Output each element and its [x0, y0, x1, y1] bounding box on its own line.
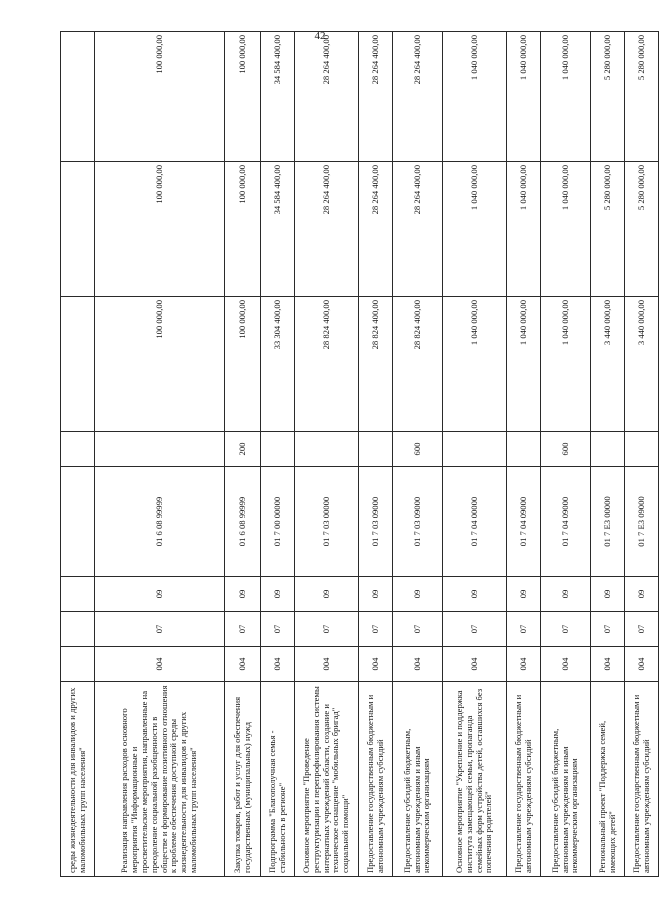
row-article-cell: 01 7 04 09000 [507, 467, 541, 577]
table-row [507, 32, 541, 877]
row-section-cell: 07 [507, 612, 541, 647]
table-row [625, 32, 659, 877]
row-name-cell: Региональный проект "Поддержка семей, имеющих детей" [591, 682, 625, 877]
row-section-cell: 07 [393, 612, 443, 647]
row-expense-type-cell [295, 432, 359, 467]
row-amount-year1-cell: 33 304 400,00 [261, 297, 295, 432]
row-amount-year1-cell: 3 440 000,00 [591, 297, 625, 432]
row-amount-year3-cell: 5 280 000,00 [625, 32, 659, 162]
row-section-cell: 07 [443, 612, 507, 647]
row-subsection-cell: 09 [95, 577, 225, 612]
row-code-cell: 004 [295, 647, 359, 682]
table-row [61, 32, 95, 877]
row-code-cell: 004 [625, 647, 659, 682]
row-amount-year1-cell: 1 040 000,00 [443, 297, 507, 432]
row-expense-type-cell: 600 [541, 432, 591, 467]
row-code-cell: 004 [261, 647, 295, 682]
row-subsection-cell: 09 [261, 577, 295, 612]
row-name-cell: Предоставление субсидий бюджетным, автономным учреждениям и иным некоммерческим организациям [393, 682, 443, 877]
row-expense-type-cell [61, 432, 95, 467]
row-article-cell: 01 6 08 99999 [95, 467, 225, 577]
row-amount-year2-cell [61, 162, 95, 297]
table-row [359, 32, 393, 877]
row-amount-year1-cell: 3 440 000,00 [625, 297, 659, 432]
row-code-cell [61, 647, 95, 682]
row-section-cell: 07 [541, 612, 591, 647]
row-expense-type-cell [625, 432, 659, 467]
row-section-cell [61, 612, 95, 647]
row-expense-type-cell [507, 432, 541, 467]
row-amount-year3-cell: 100 000,00 [95, 32, 225, 162]
row-amount-year2-cell: 5 280 000,00 [591, 162, 625, 297]
row-article-cell: 01 6 08 99999 [225, 467, 261, 577]
row-amount-year2-cell: 28 264 400,00 [359, 162, 393, 297]
page-number: 42 [314, 30, 326, 42]
row-amount-year3-cell: 34 584 400,00 [261, 32, 295, 162]
row-amount-year1-cell: 28 824 400,00 [393, 297, 443, 432]
row-article-cell: 01 7 04 00000 [443, 467, 507, 577]
row-amount-year1-cell: 100 000,00 [95, 297, 225, 432]
row-amount-year2-cell: 1 040 000,00 [443, 162, 507, 297]
rotated-table-frame [60, 32, 651, 877]
row-subsection-cell: 09 [359, 577, 393, 612]
row-expense-type-cell [443, 432, 507, 467]
row-amount-year3-cell: 100 000,00 [225, 32, 261, 162]
row-amount-year2-cell: 100 000,00 [95, 162, 225, 297]
row-name-cell: среды жизнедеятельности для инвалидов и других маломобильных групп населения" [61, 682, 95, 877]
row-subsection-cell: 09 [225, 577, 261, 612]
row-section-cell: 07 [295, 612, 359, 647]
row-name-cell: Основное мероприятие "Укрепление и поддержка института замещающей семьи, пропаганда семейных форм устройства детей, оставшихся без попечения родителей" [443, 682, 507, 877]
row-code-cell: 004 [443, 647, 507, 682]
row-amount-year2-cell: 28 264 400,00 [295, 162, 359, 297]
row-subsection-cell: 09 [625, 577, 659, 612]
row-code-cell: 004 [359, 647, 393, 682]
row-article-cell: 01 7 04 09000 [541, 467, 591, 577]
row-amount-year3-cell: 1 040 000,00 [541, 32, 591, 162]
row-expense-type-cell [261, 432, 295, 467]
table-row [225, 32, 261, 877]
row-code-cell: 004 [507, 647, 541, 682]
row-subsection-cell: 09 [393, 577, 443, 612]
row-name-cell: Реализация направления расходов основного мероприятия "Информационные и просветительские мероприятия, направленные на преодоление социальной разобщенности в обществе и формирование позитивного отношения к проблеме обеспечения доступной среды жизнедеятельности для инвалидов и других маломобильных групп населения" [95, 682, 225, 877]
row-amount-year2-cell: 100 000,00 [225, 162, 261, 297]
row-amount-year3-cell: 5 280 000,00 [591, 32, 625, 162]
row-subsection-cell: 09 [443, 577, 507, 612]
row-code-cell: 004 [393, 647, 443, 682]
row-name-cell: Закупка товаров, работ и услуг для обеспечения государственных (муниципальных) нужд [225, 682, 261, 877]
table-row [261, 32, 295, 877]
row-name-cell: Предоставление государственным бюджетным и автономным учреждениям субсидий [359, 682, 393, 877]
row-article-cell: 01 7 03 00000 [295, 467, 359, 577]
row-amount-year1-cell: 28 824 400,00 [295, 297, 359, 432]
row-amount-year2-cell: 5 280 000,00 [625, 162, 659, 297]
row-expense-type-cell: 200 [225, 432, 261, 467]
row-amount-year3-cell: 28 264 400,00 [295, 32, 359, 162]
row-section-cell: 07 [261, 612, 295, 647]
row-subsection-cell: 09 [295, 577, 359, 612]
row-article-cell: 01 7 00 00000 [261, 467, 295, 577]
table-row [541, 32, 591, 877]
row-section-cell: 07 [225, 612, 261, 647]
row-name-cell: Предоставление государственным бюджетным и автономным учреждениям субсидий [625, 682, 659, 877]
rotated-table-container [60, 32, 651, 877]
row-amount-year1-cell: 1 040 000,00 [541, 297, 591, 432]
row-article-cell: 01 7 Е3 00000 [591, 467, 625, 577]
row-subsection-cell [61, 577, 95, 612]
row-code-cell: 004 [591, 647, 625, 682]
row-code-cell: 004 [95, 647, 225, 682]
row-amount-year3-cell: 1 040 000,00 [507, 32, 541, 162]
budget-table [60, 31, 659, 877]
row-amount-year2-cell: 1 040 000,00 [507, 162, 541, 297]
row-article-cell: 01 7 03 09000 [393, 467, 443, 577]
budget-table-body [61, 32, 659, 877]
row-amount-year2-cell: 28 264 400,00 [393, 162, 443, 297]
table-row [443, 32, 507, 877]
row-name-cell: Подпрограмма "Благополучная семья - стабильность в регионе" [261, 682, 295, 877]
row-expense-type-cell [591, 432, 625, 467]
row-amount-year1-cell [61, 297, 95, 432]
row-subsection-cell: 09 [541, 577, 591, 612]
row-code-cell: 004 [225, 647, 261, 682]
row-subsection-cell: 09 [507, 577, 541, 612]
row-article-cell [61, 467, 95, 577]
row-section-cell: 07 [625, 612, 659, 647]
row-amount-year2-cell: 1 040 000,00 [541, 162, 591, 297]
table-row [393, 32, 443, 877]
row-expense-type-cell [95, 432, 225, 467]
row-expense-type-cell [359, 432, 393, 467]
row-article-cell: 01 7 Е3 09000 [625, 467, 659, 577]
table-row [295, 32, 359, 877]
row-section-cell: 07 [359, 612, 393, 647]
row-name-cell: Предоставление государственным бюджетным и автономным учреждениям субсидий [507, 682, 541, 877]
row-amount-year3-cell [61, 32, 95, 162]
row-section-cell: 07 [95, 612, 225, 647]
row-amount-year1-cell: 1 040 000,00 [507, 297, 541, 432]
row-code-cell: 004 [541, 647, 591, 682]
row-expense-type-cell: 600 [393, 432, 443, 467]
row-amount-year3-cell: 28 264 400,00 [359, 32, 393, 162]
row-section-cell: 07 [591, 612, 625, 647]
row-subsection-cell: 09 [591, 577, 625, 612]
row-name-cell: Основное мероприятие "Проведение реструктуризации и перепрофилирования системы интернатных учреждений области, создание и техническое оснащение "мобильных бригад" социальной помощи" [295, 682, 359, 877]
row-amount-year1-cell: 28 824 400,00 [359, 297, 393, 432]
row-amount-year1-cell: 100 000,00 [225, 297, 261, 432]
row-amount-year3-cell: 1 040 000,00 [443, 32, 507, 162]
row-amount-year3-cell: 28 264 400,00 [393, 32, 443, 162]
row-name-cell: Предоставление субсидий бюджетным, автономным учреждениям и иным некоммерческим организациям [541, 682, 591, 877]
table-row [95, 32, 225, 877]
row-amount-year2-cell: 34 584 400,00 [261, 162, 295, 297]
row-article-cell: 01 7 03 09000 [359, 467, 393, 577]
table-row [591, 32, 625, 877]
